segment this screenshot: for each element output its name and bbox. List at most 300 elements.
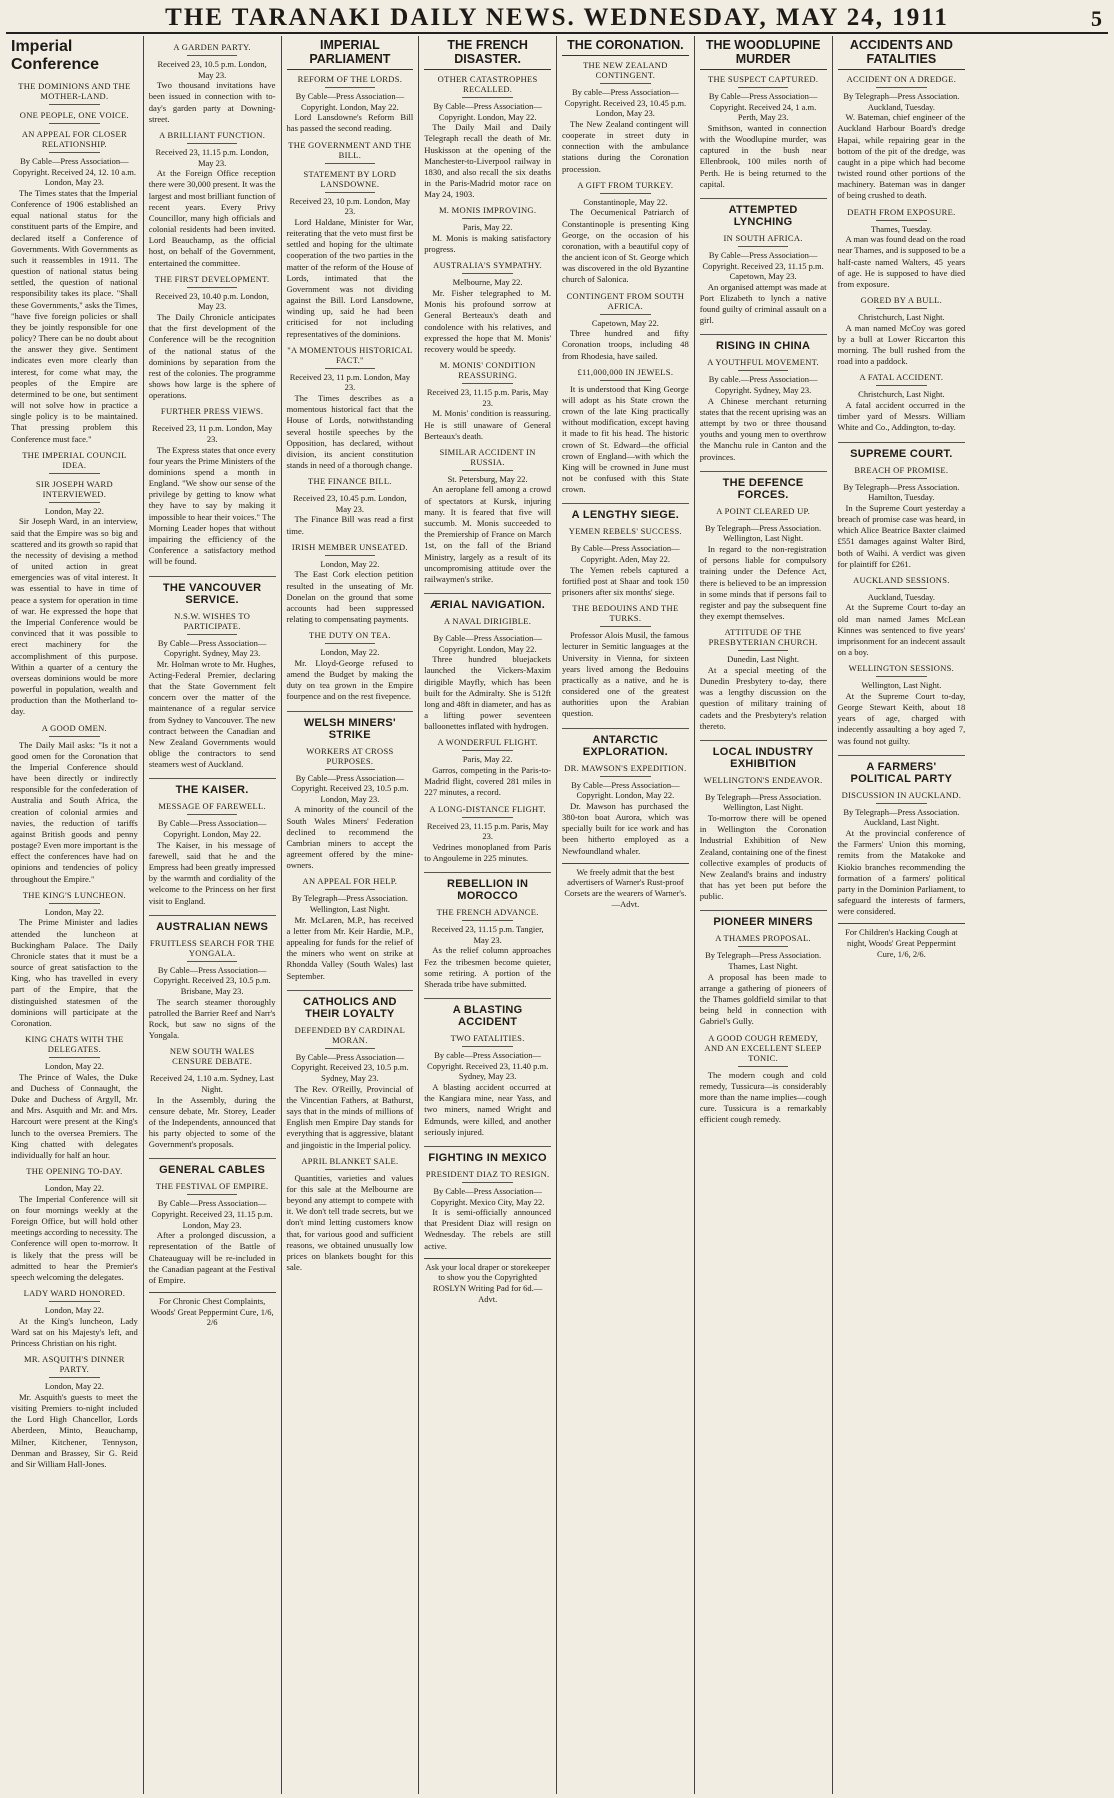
divider: [738, 246, 789, 247]
section-headline: ÆRIAL NAVIGATION.: [424, 593, 551, 611]
article: [424, 872, 551, 902]
article-subhead: FRUITLESS SEARCH FOR THE YONGALA.: [149, 937, 275, 958]
divider: [325, 163, 376, 164]
article: [11, 1354, 138, 1470]
divider: [462, 97, 513, 98]
article-subhead: A GARDEN PARTY.: [173, 42, 251, 52]
article: [11, 890, 138, 1029]
dateline: By Telegraph—Press Association. Wellington, Last Night.: [705, 522, 822, 544]
section-headline: GENERAL CABLES: [149, 1158, 276, 1176]
article-body: Two thousand invitations have been issued in connection with to-day's garden party at Downing-street.: [148, 80, 276, 124]
divider: [600, 83, 651, 84]
article-body: The Daily Mail asks: "Is it not a good omen for the Coronation that the Imperial Conference should have been directly or indirectly responsible for the confederation of Australia and South Africa, the creation of colonial armies and navies, the reduction of tariffs against British goods and penny postage? Even more important is the effect the conferences have had on opinions and tendencies of policy throughout the Empire.": [11, 739, 138, 884]
article: [700, 74, 827, 190]
article-subhead: A BRILLIANT FUNCTION.: [159, 129, 266, 140]
dateline: By Cable—Press Association—Copyright. London, May 22.: [295, 91, 405, 112]
divider: [876, 803, 927, 804]
article: [424, 804, 551, 865]
article-subhead: DR. MAWSON'S EXPEDITION.: [564, 762, 687, 773]
article: [11, 1288, 138, 1349]
article-subhead: GORED BY A BULL.: [860, 295, 943, 306]
article-subhead: AN APPEAL FOR CLOSER RELATIONSHIP.: [21, 129, 127, 149]
article: [424, 616, 551, 732]
article-subhead: SIMILAR ACCIDENT IN RUSSIA.: [439, 446, 536, 467]
article-subhead: THE DUTY ON TEA.: [308, 630, 391, 641]
article-subhead: THE SUSPECT CAPTURED.: [707, 74, 819, 84]
article: [700, 233, 827, 327]
column-5: [557, 36, 695, 1794]
article: [11, 81, 138, 105]
divider: [738, 946, 789, 947]
divider: [187, 1069, 238, 1070]
divider: [49, 123, 100, 124]
dateline: By Cable—Press Association—Copyright. London, May 22.: [433, 633, 542, 654]
divider: [49, 473, 100, 474]
column-2: [144, 36, 282, 1794]
article: [700, 1033, 827, 1126]
article-body: At the King's luncheon, Lady Ward sat on his Majesty's left, and Princess Christian on his right.: [11, 1315, 138, 1349]
article-subhead: FURTHER PRESS VIEWS.: [160, 406, 264, 417]
dateline: St. Petersburg, May 22.: [447, 473, 528, 484]
article-body: In the Supreme Court yesterday a breach of promise case was heard, in which Alice Beatrice Baxter claimed £551 damages against Walter Bird, both of Waihi. A verdict was given for plaintiff for £261.: [837, 502, 966, 569]
article-body: The Times describes as a momentous historical fact that the House of Lords, notwithstanding several hostile speeches by the Opposition, has declared, without division, its ancient constitution stands in need of a thorough change.: [286, 392, 414, 471]
article-subhead: ACCIDENT ON A DREDGE.: [846, 74, 957, 84]
article-body: At the Supreme Court to-day, George Stewart Keith, about 18 years of age, charged with indecently assaulting a boy aged 7, was found not guilty.: [837, 690, 966, 746]
divider: [187, 419, 238, 420]
divider: [600, 380, 651, 381]
article: [424, 447, 551, 585]
article: [700, 198, 827, 228]
column-6: [695, 36, 833, 1794]
article-body: M. Monis' condition is reassuring. He is still unaware of General Berteaux's death.: [424, 408, 551, 441]
divider: [325, 192, 376, 193]
divider: [49, 152, 100, 153]
dateline: Received 24, 1.10 a.m. Sydney, Last Night.: [150, 1073, 275, 1094]
divider: [876, 385, 927, 386]
article: [424, 907, 551, 990]
article-body: Lord Lansdowne's Reform Bill has passed the second reading.: [286, 112, 414, 134]
article-body: A minority of the council of the South Wales Miners' Federation declined to recommend the Cambrian miners to accept the agreement offered by the mine-owners.: [286, 804, 414, 871]
dateline: By Cable—Press Association—Copyright. Received 23, 10.5 p.m. Sydney, May 23.: [291, 1051, 409, 1084]
article-body: Mr. Lloyd-George refused to amend the Budget by making the duty on tea grown in the Empire fourpence and on the rest fivepence.: [286, 657, 414, 702]
article-body: The Imperial Conference will sit on four mornings weekly at the Foreign Office, but will hold other meetings according to necessity. The Conference will open to-morrow. It is likely that the press will be admitted to hear the Premier's speech welcoming the delegates.: [11, 1193, 138, 1282]
article-body: The Finance Bill was read a first time.: [286, 514, 414, 536]
article-subhead: ATTITUDE OF THE PRESBYTERIAN CHURCH.: [708, 627, 818, 648]
dateline: Received 23, 10 p.m. London, May 23.: [289, 195, 411, 217]
section-headline: ANTARCTIC EXPLORATION.: [562, 728, 689, 758]
divider: [187, 814, 238, 815]
dateline: By Telegraph—Press Association. Wellington, Last Night.: [291, 893, 408, 915]
article: [149, 915, 276, 933]
article-subhead: THE IMPERIAL COUNCIL IDEA.: [22, 449, 127, 470]
section-headline: RISING IN CHINA: [700, 334, 827, 352]
article: [562, 526, 689, 598]
divider: [462, 273, 513, 274]
article-subhead: THE OPENING TO-DAY.: [26, 1166, 123, 1177]
dateline: By Cable—Press Association—Copyright. London, May 22.: [571, 779, 680, 801]
dateline: Received 23, 11.15 p.m. Paris, May 23.: [426, 820, 549, 842]
article-body: The Kaiser, in his message of farewell, said that he and the Empress had been greatly impressed by the warmth and cordiality of the welcome to the Princess on her first visit to England.: [148, 839, 276, 906]
article: [287, 542, 414, 625]
article: [149, 938, 276, 1042]
section-headline: A BLASTING ACCIDENT: [424, 998, 551, 1028]
article: [838, 207, 966, 290]
article-subhead: M. MONIS IMPROVING.: [438, 205, 537, 216]
article-body: The Daily Mail and Daily Telegraph recall the death of Mr. Huskisson at the opening of the Manchester-to-Liverpool railway in 1830, and also recall the six deaths in the Paris-Madrid motor race on May 24, 1903.: [424, 122, 551, 200]
divider: [738, 788, 789, 789]
divider: [187, 961, 238, 962]
article-body: To-morrow there will be opened in Wellington the Coronation Industrial Exhibition of New Zealand, containing one of the finest collective examples of products of New Zealand's brains and industry that has yet been put before the public.: [699, 813, 827, 902]
article-subhead: MESSAGE OF FAREWELL.: [158, 801, 266, 812]
article-body: Mr. Fisher telegraphed to M. Monis his profound sorrow at General Berteaux's death and condolence with his relatives, and expressed the hope that M. Monis' recovery would be speedy.: [424, 288, 551, 354]
article-subhead: DISCUSSION IN AUCKLAND.: [841, 789, 962, 800]
article-body: At the Supreme Court to-day an old man named James McLean Kinnes was sentenced to five years' imprisonment for an indecent assault on a boy.: [837, 602, 966, 658]
divider: [738, 370, 789, 371]
section-headline: CATHOLICS AND THEIR LOYALTY: [287, 990, 414, 1020]
divider: [462, 470, 513, 471]
divider: [462, 218, 513, 219]
article: [149, 406, 276, 567]
dateline: London, May 22.: [320, 558, 380, 569]
divider: [325, 489, 376, 490]
divider: [49, 736, 100, 737]
divider: [462, 383, 513, 384]
column-4: [419, 36, 557, 1794]
article: [700, 471, 827, 501]
article-body: The New Zealand contingent will cooperate in street duty in connection with the ambulance stations during the Coronation procession.: [562, 118, 689, 174]
article: [838, 465, 966, 570]
divider: [600, 626, 651, 627]
dateline: By Cable—Press Association—Copyright. Aden, May 22.: [571, 543, 680, 565]
divider: [325, 643, 376, 644]
article-body: A man was found dead on the road near Thames, and is supposed to be a half-caste named Walters, 45 years of age. He is supposed to have died from exposure.: [837, 234, 966, 289]
column-headline: Imperial Conference: [11, 38, 100, 73]
column-headline: IMPERIAL PARLIAMENT: [287, 38, 414, 70]
article: [562, 503, 689, 521]
section-headline: FIGHTING IN MEXICO: [424, 1146, 551, 1164]
article-subhead: KING CHATS WITH THE DELEGATES.: [25, 1034, 124, 1055]
article-body: The Express states that once every four years the Prime Ministers of the dominions spend a month in England. "We show our sense of the privilege by getting to know what they have to say by making it impossible to hear their voices." The Morning Leader hopes that without impairing the efficiency of the Conference a satisfactory method will be found.: [148, 444, 276, 567]
article-body: The modern cough and cold remedy, Tussicura—is considerably more than the name implies—cough cure. Tussicura is a remarkably efficient cough remedy.: [699, 1069, 827, 1125]
divider: [738, 1066, 789, 1067]
article-body: Vedrines monoplaned from Paris to Angouleme in 225 minutes.: [424, 841, 551, 864]
article-body: The Oecumenical Patriarch of Constantinople is presenting King George, on the occasion of his coronation, with a beautiful copy of the ancient icon of St. George which was discovered in the old Byzantine church of Salonica.: [562, 207, 689, 285]
article: [700, 910, 827, 928]
divider: [325, 1048, 376, 1049]
article: [838, 663, 966, 746]
advertisement-note: For Chronic Chest Complaints, Woods' Great Peppermint Cure, 1/6, 2/6: [149, 1292, 276, 1328]
article-subhead: THE NEW ZEALAND CONTINGENT.: [583, 60, 668, 80]
article: [287, 169, 414, 340]
article: [424, 360, 551, 442]
divider: [49, 502, 100, 503]
advertisement-note: Ask your local draper or storekeeper to show you the Copyrighted ROSLYN Writing Pad for 6d.—Advt.: [424, 1258, 551, 1305]
article-subhead: OTHER CATASTROPHES RECALLED.: [437, 74, 538, 94]
article: [424, 74, 551, 200]
article: [700, 775, 827, 903]
article-body: Mr. Holman wrote to Mr. Hughes, Acting-Federal Premier, declaring that the State Government felt concern over the matter of the maintenance of a regular service from Sydney to Vancouver. The new contract between the Canadian and New Zealand Governments would oblige the contractors to send steamers west of Auckland.: [148, 658, 276, 770]
article-subhead: NEW SOUTH WALES CENSURE DEBATE.: [169, 1046, 255, 1067]
dateline: By Cable—Press Association—Copyright. Mexico City, May 22.: [430, 1185, 545, 1207]
divider: [187, 634, 238, 635]
article: [11, 479, 138, 718]
article-body: The Prince of Wales, the Duke and Duchess of Connaught, the Duke and Duchess of Argyll, Mr. and Mrs. Asquith and Mr. and Mrs. Harcourt were present at the King's lunch to the oversea Premiers. The King chatted with delegates individually for half an hour.: [11, 1071, 138, 1160]
article-body: Quantities, varieties and values for this sale at the Melbourne are beyond any attempt to compete with it. We don't tell trade secrets, but we don't mind letting customers know that, for various good and sufficient reasons, we obtained unusually low prices on blankets bought for this sale.: [286, 1172, 414, 1273]
dateline: By Cable—Press Association—Copyright. Received 23, 11.15 p.m. London, May 23.: [151, 1198, 273, 1230]
divider: [49, 1057, 100, 1058]
article: [562, 60, 689, 175]
article: [424, 205, 551, 255]
article-body: The search steamer thoroughly patrolled the Barrier Reef and Narr's Rock, but saw no signs of the Yongala.: [148, 996, 276, 1041]
article-body: As the relief column approaches Fez the tribesmen become quieter, some retiring. A portion of the Sherada tribe have submitted.: [424, 945, 551, 989]
divider: [462, 920, 513, 921]
section-headline: A LENGTHY SIEGE.: [562, 503, 689, 521]
article: [149, 1046, 276, 1150]
section-headline: AUSTRALIAN NEWS: [149, 915, 276, 933]
dateline: Capetown, May 22.: [591, 317, 659, 328]
dateline: Received 23, 11.15 p.m. Paris, May 23.: [426, 387, 549, 408]
article-body: The Yemen rebels captured a fortified post at Shaar and took 150 prisoners after six months' siege.: [562, 564, 689, 598]
article-subhead: STATEMENT BY LORD LANSDOWNE.: [303, 168, 397, 189]
divider: [876, 308, 927, 309]
dateline: Thames, Tuesday.: [870, 223, 932, 234]
dateline: By cable.—Press Association—Copyright. Sydney, May 23.: [708, 374, 818, 396]
article-body: The East Cork election petition resulted in the unseating of Mr. Donelan on the ground that some accounts had been suppressed relating to compensating payments.: [286, 569, 414, 625]
article-subhead: REFORM OF THE LORDS.: [297, 74, 403, 84]
article: [287, 711, 414, 741]
article: [287, 1156, 414, 1274]
article-subhead: WORKERS AT CROSS PURPOSES.: [306, 745, 394, 766]
advertisement-note: For Children's Hacking Cough at night, Woods' Great Peppermint Cure, 1/6, 2/6.: [838, 923, 966, 959]
dateline: London, May 22.: [44, 1061, 104, 1072]
divider: [187, 1194, 238, 1195]
divider: [462, 1046, 513, 1047]
dateline: Melbourne, May 22.: [452, 277, 523, 288]
article-body: A fatal accident occurred in the timber yard of Messrs. William White and Co., Addington, to-day.: [837, 400, 966, 433]
article: [700, 357, 827, 462]
columns: [6, 36, 1108, 1794]
divider: [462, 1182, 513, 1183]
article-subhead: A POINT CLEARED UP.: [716, 505, 811, 516]
article-subhead: THE FESTIVAL OF EMPIRE.: [155, 1181, 269, 1192]
article-subhead: AUCKLAND SESSIONS.: [853, 574, 950, 585]
article: [562, 603, 689, 719]
divider: [187, 143, 238, 144]
article-body: M. Monis is making satisfactory progress.: [424, 233, 551, 255]
divider: [49, 1179, 100, 1180]
article: [11, 1034, 138, 1161]
dateline: By Telegraph—Press Association. Auckland, Tuesday.: [843, 91, 960, 112]
article-subhead: N.S.W. WISHES TO PARTICIPATE.: [174, 610, 251, 631]
article-subhead: THE FIRST DEVELOPMENT.: [154, 273, 270, 284]
column-headline: ACCIDENTS AND FATALITIES: [838, 38, 966, 70]
dateline: London, May 22.: [44, 505, 104, 516]
article: [838, 755, 966, 785]
divider: [600, 776, 651, 777]
divider: [738, 519, 789, 520]
article-body: An organised attempt was made at Port Elizabeth to lynch a native found guilty of criminal assault on a girl.: [699, 281, 827, 326]
divider: [187, 55, 238, 56]
article: [424, 998, 551, 1028]
article-body: Mr. Asquith's guests to meet the visiting Premiers to-night included the Lord High Chancellor, Lords Aberdeen, Minto, Beauchamp, Milner, Kitchener, Tennyson, Denman and Brassey, Sir G. Reid and Sir William Hall-Jones.: [11, 1391, 138, 1469]
section-headline: A FARMERS' POLITICAL PARTY: [838, 755, 966, 785]
column-1: [6, 36, 144, 1794]
dateline: By Cable—Press Association—Copyright. London, May 22.: [157, 818, 267, 840]
dateline: By Cable—Press Association—Copyright. Sydney, May 23.: [157, 637, 267, 659]
dateline: London, May 22.: [320, 647, 380, 658]
divider: [325, 368, 376, 369]
column-headline: THE CORONATION.: [562, 38, 689, 56]
dateline: Dunedin, Last Night.: [727, 654, 800, 665]
article: [838, 372, 966, 433]
column-headline: THE FRENCH DISASTER.: [424, 38, 551, 70]
dateline: Received 23, 11.15 p.m. London, May 23.: [155, 146, 269, 168]
article-body: Three hundred bluejackets launched the Vickers-Maxim dirigible Mayfly, which has been built for the Admiralty. She is 512ft long and 48ft in diameter, and has as a lifting power seventeen balloonettes inflated with hydrogen.: [424, 654, 551, 732]
divider: [738, 650, 789, 651]
article: [700, 506, 827, 622]
article-body: At the Foreign Office reception there were 30,000 present. It was the largest and most brilliant function of recent years. Every Privy Councillor, many high officials and colonial residents had been invited. Lord Beauchamp, as the official host, on behalf of the Government, entertained the committee.: [148, 168, 276, 268]
article: [149, 42, 276, 125]
article-subhead: AN APPEAL FOR HELP.: [302, 876, 398, 887]
article: [149, 611, 276, 771]
divider: [187, 287, 238, 288]
section-headline: THE DEFENCE FORCES.: [700, 471, 827, 501]
divider: [49, 1377, 100, 1378]
article: [562, 291, 689, 362]
article-body: Garros, competing in the Paris-to-Madrid flight, covered 281 miles in 227 minutes, a record.: [424, 765, 551, 798]
article: [562, 367, 689, 496]
article-body: The Times states that the Imperial Conference of 1906 established an equal national status for the constituent parts of the Empire, and declared itself a Conference of Governments. With Governments as such it reassembles in 1911. The question of national status being settled, the question of national responsibility takes its place. "Shall these Governments," asks the Times, "have five foreign policies or shall they be jointly responsible for one policy? There can be no doubt about the answer they give. Sentiment indicates even more clearly than interest, for come what may, the peoples of the Empire are determined to be one, but sentiment will not solve how in practice a single policy is to be maintained. That pressing problem this Conference must face.": [11, 187, 138, 444]
divider: [325, 87, 376, 88]
article-body: In the Assembly, during the censure debate, Mr. Storey, Leader of the Independents, announced that his party objected to some of the Government's proposals.: [148, 1094, 276, 1150]
divider: [600, 539, 651, 540]
article: [424, 260, 551, 355]
article-body: Smithson, wanted in connection with the Woodlupine murder, was captured in the bush near Ellenbrook, 100 miles north of Perth. He is being returned to the capital.: [699, 122, 827, 189]
divider: [876, 220, 927, 221]
section-headline: ATTEMPTED LYNCHING: [700, 198, 827, 228]
article-subhead: A YOUTHFUL MOVEMENT.: [707, 357, 819, 368]
divider: [325, 769, 376, 770]
article-body: The Rev. O'Reilly, Provincial of the Vincentian Fathers, at Bathurst, says that in the minds of millions of English men Empire Day stands for everything that is aggressive, blatant and jingoistic in the Imperial policy.: [286, 1083, 414, 1150]
dateline: By Cable—Press Association—Copyright. Received 24, 12. 10 a.m. London, May 23.: [12, 156, 136, 188]
article-subhead: DEFENDED BY CARDINAL MORAN.: [294, 1024, 406, 1045]
article-body: Mr. McLaren, M.P., has received a letter from Mr. Keir Hardie, M.P., appealing for funds for the relief of the miners who went on strike at Rhondda Valley (South Wales) last September.: [286, 914, 414, 981]
dateline: Received 23, 11 p.m. London, May 23.: [289, 371, 411, 393]
article-body: Three hundred and fifty Coronation troops, including 48 from Rhodesia, have sailed.: [562, 328, 689, 361]
divider: [462, 817, 513, 818]
dateline: By Telegraph—Press Association. Wellington, Last Night.: [705, 791, 822, 813]
masthead: [6, 4, 1108, 34]
article-body: After a prolonged discussion, a representation of the Battle of Chateauguay will be re-included in the Canadian pageant at the Festival of Empire.: [148, 1230, 276, 1285]
divider: [876, 87, 927, 88]
article-subhead: WELLINGTON SESSIONS.: [848, 663, 955, 674]
dateline: By Cable—Press Association—Copyright. Received 23, 10.5 p.m. Brisbane, May 23.: [153, 964, 271, 996]
dateline: London, May 22.: [44, 1381, 104, 1392]
article-subhead: APRIL BLANKET SALE.: [301, 1155, 399, 1166]
article-subhead: IN SOUTH AFRICA.: [723, 232, 803, 243]
article-body: Lord Haldane, Minister for War, reiterating that the veto must first be settled and hoping for the ultimate cooperation of the two parties in the matter of the reform of the House of Lords, intimated that the Government was not dividing against the Bill. Lord Lansdowne, winding up, said he had been criticised for not including representatives of the dominions.: [286, 216, 414, 339]
article-body: At a special meeting of the Dunedin Presbytery to-day, there was a lengthy discussion on the question of military training of cadets and the Presbytery's relation thereto.: [699, 664, 827, 731]
article-subhead: A FATAL ACCIDENT.: [859, 372, 944, 383]
article-subhead: ONE PEOPLE, ONE VOICE.: [19, 110, 129, 120]
article-body: It is understood that King George will adopt as his State crown the crown of the late King practically without modification, except having it made to fit his head. The historic crown of St. Edward—the official crown of England—with which the King will be crowned in June must not be confused with this State crown.: [562, 383, 689, 495]
article: [287, 876, 414, 981]
article-subhead: £11,000,000 IN JEWELS.: [577, 366, 674, 377]
article: [287, 1025, 414, 1151]
article: [424, 1033, 551, 1138]
divider: [49, 1301, 100, 1302]
article-subhead: LADY WARD HONORED.: [23, 1288, 126, 1299]
advertisement-note: We freely admit that the best advertisers of Warner's Rust-proof Corsets are the wearers of Warner's.—Advt.: [562, 863, 689, 910]
column-3: [282, 36, 420, 1794]
article-subhead: SIR JOSEPH WARD INTERVIEWED.: [35, 478, 113, 499]
article-subhead: AUSTRALIA'S SYMPATHY.: [433, 260, 543, 271]
section-headline: SUPREME COURT.: [838, 442, 966, 460]
article: [149, 801, 276, 906]
dateline: By Cable—Press Association—Copyright. Received 23, 11.15 p.m. Capetown, May 23.: [702, 249, 824, 282]
article: [424, 1169, 551, 1252]
article-subhead: A NAVAL DIRIGIBLE.: [444, 616, 532, 627]
divider: [49, 104, 100, 105]
dateline: Paris, May 22.: [462, 222, 513, 233]
section-headline: REBELLION IN MOROCCO: [424, 872, 551, 902]
article: [149, 1158, 276, 1176]
section-headline: WELSH MINERS' STRIKE: [287, 711, 414, 741]
article-body: A Chinese merchant returning states that the recent uprising was an attempt by two or three thousand youths and young men to overthrow the Manchu rule in Canton and the provinces.: [699, 395, 827, 462]
dateline: Received 23, 10.5 p.m. London, May 23.: [157, 59, 267, 80]
article-body: In regard to the non-registration of persons liable for compulsory training under the Defence Act, there is believed to be an impression in some minds that if persons fail to register and pay the subsequent fine they exempt themselves.: [699, 544, 827, 622]
article: [562, 180, 689, 286]
article: [424, 1146, 551, 1164]
dateline: Christchurch, Last Night.: [858, 389, 945, 400]
dateline: By Telegraph—Press Association. Hamilton, Tuesday.: [843, 481, 960, 503]
article-body: A man named McCoy was gored by a bull at Lower Riccarton this morning. The bull rushed from the road into a paddock.: [837, 322, 966, 367]
dateline: London, May 22.: [44, 1183, 104, 1194]
article: [838, 295, 966, 367]
dateline: By Cable—Press Association—Copyright. Received 24, 1 a.m. Perth, May 23.: [708, 91, 818, 123]
article-subhead: THE FINANCE BILL.: [308, 476, 392, 487]
divider: [325, 1169, 376, 1170]
dateline: London, May 22.: [44, 906, 104, 917]
article-body: The Daily Chronicle anticipates that the first development of the Conference will be the recognition of the national status of the dominions by separation from the rest of the colonies. The programme shows how large is the sphere of operations.: [148, 311, 276, 401]
article: [287, 345, 414, 471]
article: [562, 728, 689, 758]
article-subhead: M. MONIS' CONDITION REASSURING.: [439, 360, 536, 381]
section-headline: LOCAL INDUSTRY EXHIBITION: [700, 740, 827, 770]
article: [149, 778, 276, 796]
dateline: By cable—Press Association—Copyright. Received 23, 10.45 p.m. London, May 23.: [564, 87, 687, 119]
article: [149, 130, 276, 269]
column-headline: THE WOODLUPINE MURDER: [700, 38, 827, 70]
article-subhead: YEMEN REBELS' SUCCESS.: [568, 526, 682, 537]
article: [149, 274, 276, 402]
article: [838, 74, 966, 202]
article: [287, 990, 414, 1020]
divider: [876, 676, 927, 677]
article: [700, 334, 827, 352]
article-subhead: PRESIDENT DIAZ TO RESIGN.: [425, 1168, 550, 1179]
column-7: [833, 36, 971, 1794]
divider: [600, 314, 651, 315]
article-body: Professor Alois Musil, the famous lecturer in Semitic languages at the University in Vienna, for sixteen years lived among the Bedouins practically as a native, and he is considered one of the greatest authorities upon the Arabian question.: [562, 630, 689, 719]
article-body: An aeroplane fell among a crowd of spectators at Kursk, injuring many. It is feared that five will succumb. M. Monis succeeded to the Premiership of France on March 1st, on the fall of the Briand Ministry, largely as a result of its uncompromising attitude over the railwaymen's strike.: [424, 484, 551, 584]
divider: [738, 87, 789, 88]
article: [838, 790, 966, 918]
divider: [462, 750, 513, 751]
article-subhead: BREACH OF PROMISE.: [854, 464, 949, 475]
article-subhead: THE KING'S LUNCHEON.: [22, 889, 126, 900]
article-body: The Prime Minister and ladies attended the luncheon at Buckingham Palace. The Daily Chronicle states that it must be a source of great satisfaction to the King, who has travelled in every part of the Empire, that the distinguished statesmen of the dominions will participate at the Coronation.: [11, 917, 138, 1028]
